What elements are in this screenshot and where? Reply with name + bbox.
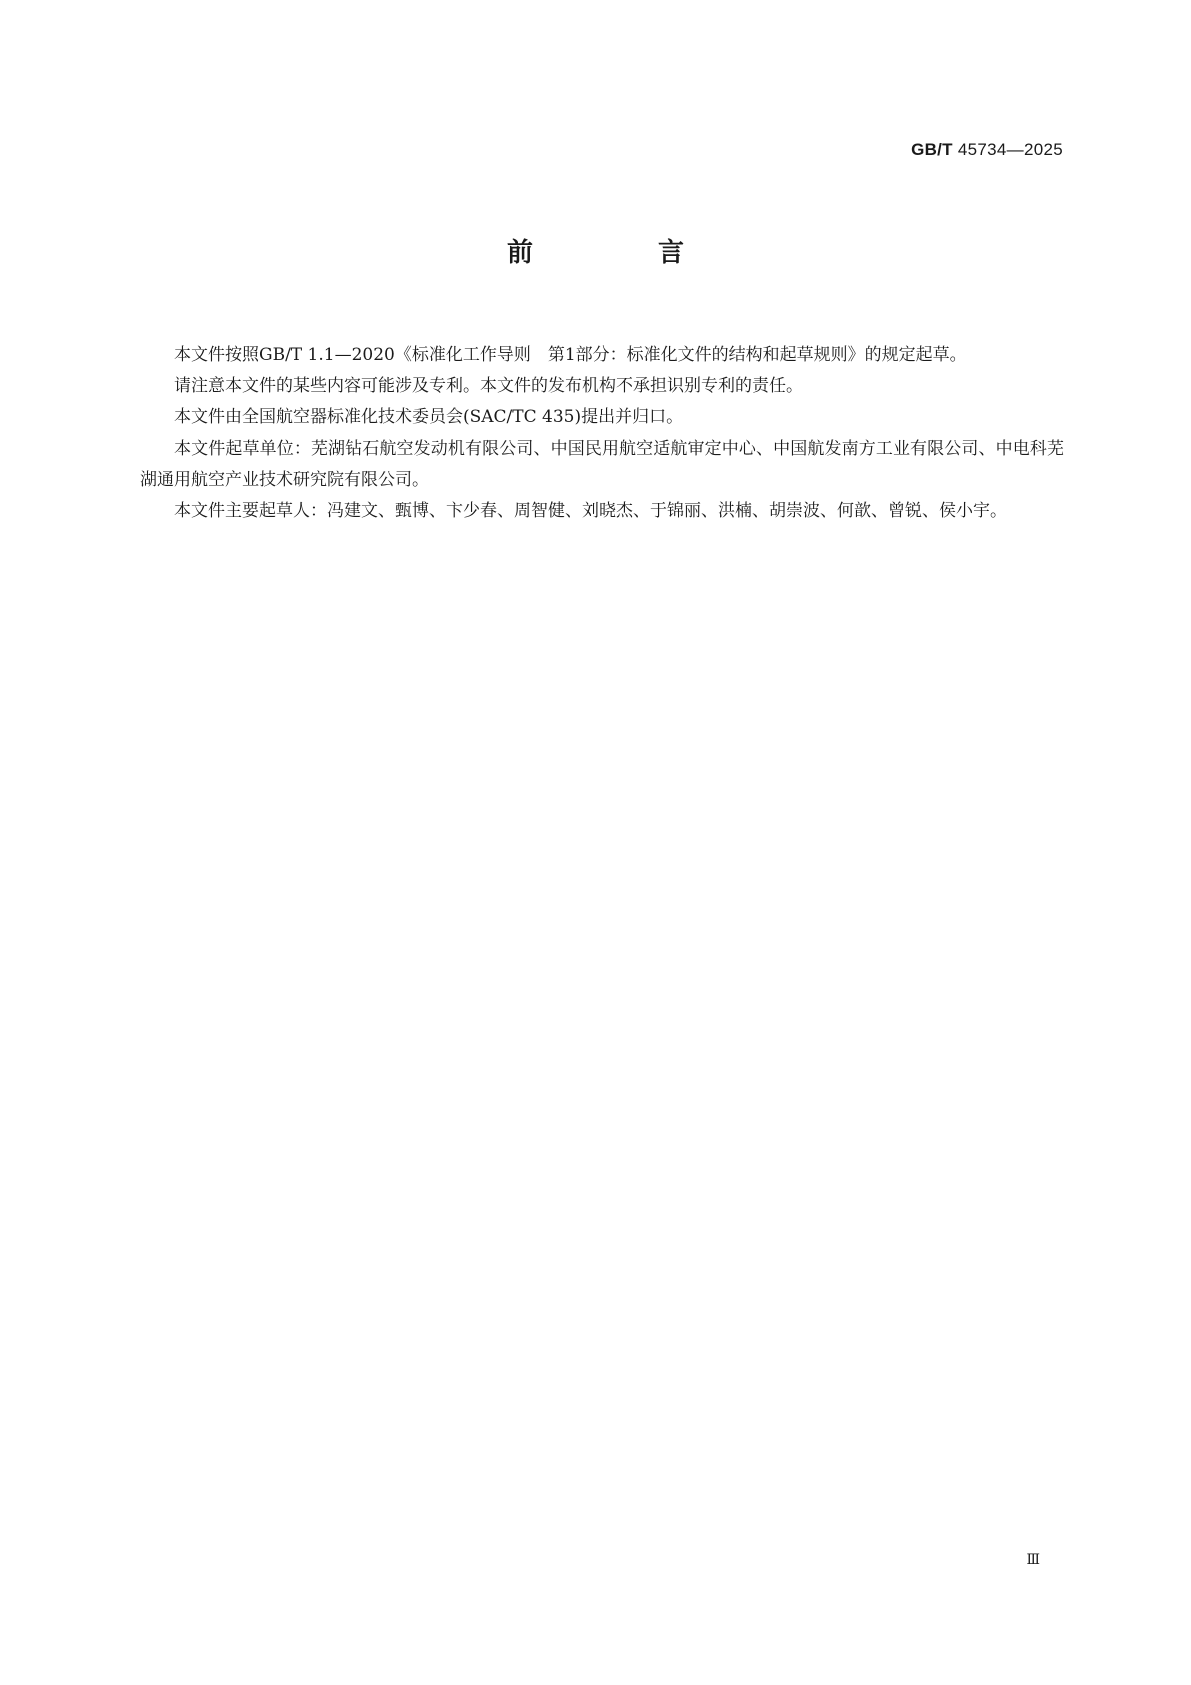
- paragraph-patent-notice: 请注意本文件的某些内容可能涉及专利。本文件的发布机构不承担识别专利的责任。: [174, 376, 803, 397]
- standard-prefix: GB/T: [911, 140, 953, 159]
- paragraph-drafting-rules: 本文件按照GB/T 1.1—2020《标准化工作导则 第1部分：标准化文件的结构和起草规则》的规定起草。: [174, 345, 967, 365]
- page-number: Ⅲ: [1026, 1552, 1039, 1568]
- foreword-body: [140, 340, 1064, 527]
- paragraph-drafting-units: 本文件起草单位：芜湖钻石航空发动机有限公司、中国民用航空适航审定中心、中国航发南方工业有限公司、中电科芜湖通用航空产业技术研究院有限公司。: [140, 438, 1064, 490]
- standard-code: [911, 140, 1063, 160]
- page-title: 前 言: [506, 238, 743, 268]
- paragraph-committee: 本文件由全国航空器标准化技术委员会(SAC/TC 435)提出并归口。: [174, 407, 684, 428]
- paragraph-drafters: 本文件主要起草人：冯建文、甄博、卞少春、周智健、刘晓杰、于锦丽、洪楠、胡崇波、何歆、曾锐、侯小宇。: [174, 501, 1007, 522]
- standard-number: 45734—2025: [957, 140, 1063, 159]
